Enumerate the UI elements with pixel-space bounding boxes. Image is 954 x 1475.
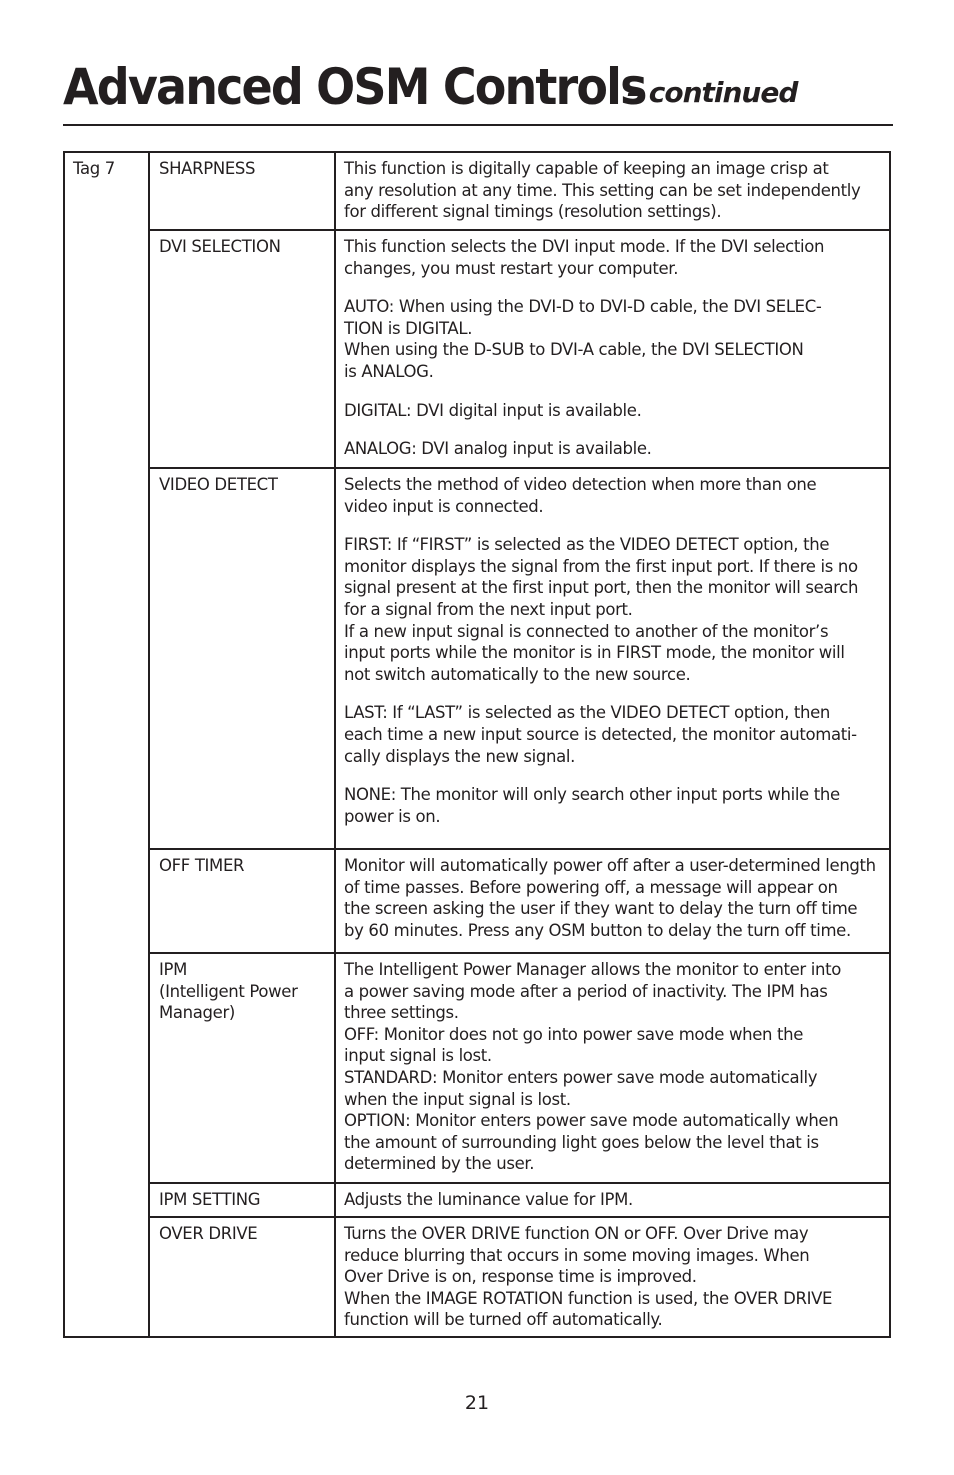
setting-name: IPM SETTING [159,1190,261,1209]
row-divider [148,229,891,231]
row-divider [148,1182,891,1184]
table-border-right [889,151,891,1338]
description-paragraph: ANALOG: DVI analog input is available. [344,439,652,459]
setting-description [344,474,885,827]
description-paragraph: DIGITAL: DVI digital input is available. [344,400,642,420]
description-paragraph: Turns the OVER DRIVE function ON or OFF. Over Drive may reduce blurring that occurs in some moving images. When Over Drive is on, response time is improved. When the IMAGE ROTATION function is used, the OVER DRIVE function will be turned off automatically. [344,1224,833,1330]
setting-description [344,1189,885,1211]
row-divider [148,848,891,850]
column-divider [334,151,336,1338]
tag-label: Tag 7 [73,159,115,178]
row-divider [148,952,891,954]
setting-name: IPM (Intelligent Power Manager) [159,960,298,1023]
setting-name: OFF TIMER [159,856,245,875]
column-divider [148,151,150,1338]
setting-name: DVI SELECTION [159,237,281,256]
setting-description [344,236,885,460]
setting-description [344,1223,885,1331]
setting-description [344,959,885,1175]
page-subtitle: – continued [627,76,798,109]
row-divider [148,1216,891,1218]
setting-name: OVER DRIVE [159,1224,258,1243]
description-paragraph: LAST: If “LAST” is selected as the VIDEO DETECT option, then each time a new input source is detected, the monitor automati- cally displays the new signal. [344,703,857,766]
table-border-top [63,151,891,153]
description-paragraph: Adjusts the luminance value for IPM. [344,1190,633,1209]
table-border-bottom [63,1336,891,1338]
row-divider [148,467,891,469]
description-paragraph: This function is digitally capable of keeping an image crisp at any resolution at any time. This setting can be set independently for different signal timings (resolution settings). [344,159,861,222]
controls-table [63,151,891,1338]
description-paragraph: NONE: The monitor will only search other input ports while the power is on. [344,785,840,826]
setting-name: SHARPNESS [159,159,256,178]
page-header [63,52,893,126]
setting-description [344,158,885,223]
page-number: 21 [464,1392,490,1414]
description-paragraph: AUTO: When using the DVI-D to DVI-D cable, the DVI SELEC- TION is DIGITAL. When using the D-SUB to DVI-A cable, the DVI SELECTION is ANALOG. [344,297,822,381]
setting-description [344,855,885,941]
description-paragraph: FIRST: If “FIRST” is selected as the VIDEO DETECT option, the monitor displays the signal from the first input port. If there is no signal present at the first input port, then the monitor will search for a signal from the next input port. If a new input signal is connected to another of the monitor’s input ports while the monitor is in FIRST mode, the monitor will not switch automatically to the new source. [344,535,859,684]
setting-name: VIDEO DETECT [159,475,278,494]
description-paragraph: The Intelligent Power Manager allows the monitor to enter into a power saving mode after a period of inactivity. The IPM has three settings. OFF: Monitor does not go into power save mode when the input signal is lost. STANDARD: Monitor enters power save mode automatically when the input signal is lost. OPTION: Monitor enters power save mode automatically when the amount of surrounding light goes below the level that is determined by the user. [344,960,841,1174]
page-title: Advanced OSM Controls [63,58,646,116]
description-paragraph: Monitor will automatically power off after a user-determined length of time passes. Before powering off, a message will appear on the screen asking the user if they want to delay the turn off time by 60 minutes. Press any OSM button to delay the turn off time. [344,856,876,940]
description-paragraph: Selects the method of video detection when more than one video input is connected. [344,475,817,516]
table-border-left [63,151,65,1338]
description-paragraph: This function selects the DVI input mode. If the DVI selection changes, you must restart your computer. [344,237,825,278]
